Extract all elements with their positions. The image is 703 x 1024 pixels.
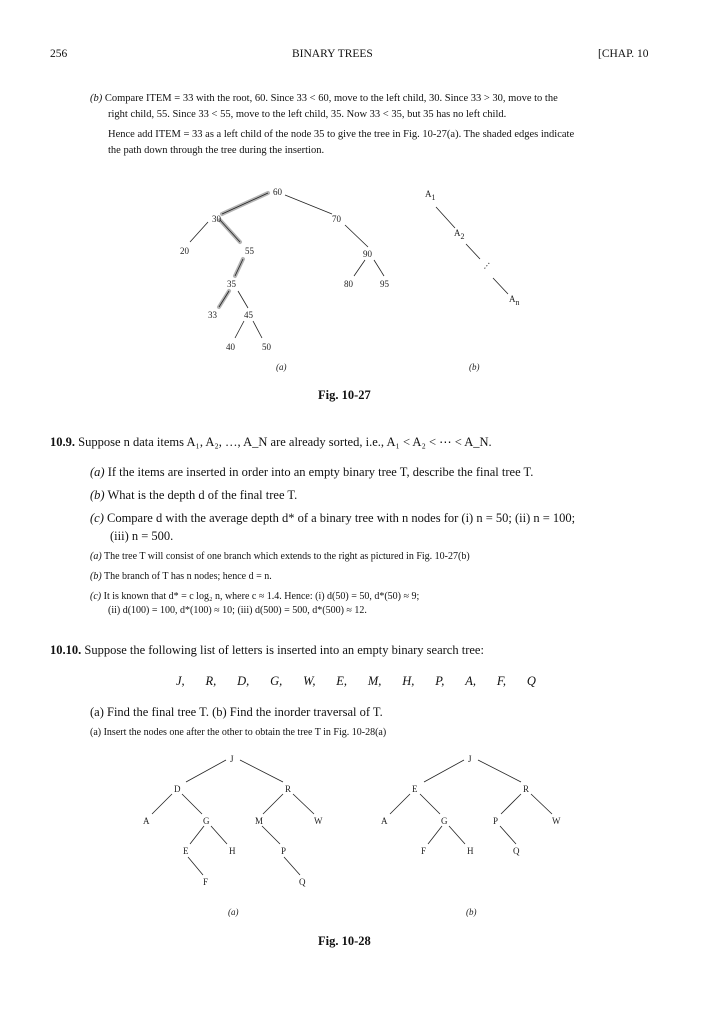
node-H: H (229, 846, 236, 856)
letter: D, (237, 674, 250, 688)
edge-E-F (188, 857, 203, 875)
node-a2: A2 (454, 228, 465, 241)
question-c: (c) Compare d with the average depth d* of a binary tree with n nodes for (i) n = 50; (ii) n = 100; (90, 511, 576, 525)
edge-90-95 (374, 260, 384, 276)
fig-10-27-caption: Fig. 10-27 (318, 388, 371, 402)
node-40: 40 (226, 342, 235, 352)
edge-90-80 (354, 260, 365, 276)
node-an: An (509, 294, 520, 307)
node-70: 70 (332, 214, 341, 224)
node-45: 45 (244, 310, 253, 320)
solution-c: (c) It is known that d* = c log₂ n, where c ≈ 1.4. Hence: (i) d(50) = 50, d*(50) ≈ 9; (90, 591, 420, 602)
edge-D-G (182, 794, 202, 814)
node-J: J (230, 754, 234, 764)
node-b-H: H (467, 846, 474, 856)
edge-b-P-Q (500, 826, 516, 844)
fig27-sub-b: (b) (469, 362, 480, 372)
edge-b-G-H (449, 826, 465, 844)
figure-10-27 (0, 180, 703, 375)
edge-R-W (293, 794, 314, 814)
edge-J-R (240, 760, 283, 782)
fig27-sub-a: (a) (276, 362, 287, 372)
node-b-A: A (381, 816, 388, 826)
chapter-label: [CHAP. 10 (598, 48, 649, 60)
node-b-E: E (412, 784, 418, 794)
edge-b-R-W (531, 794, 552, 814)
edge-b-J-E (424, 760, 464, 782)
edge-45-50 (253, 321, 262, 338)
solution-b-line2: right child, 55. Since 33 < 55, move to the left child, 35. Now 33 < 35, but 35 has no left child. (108, 109, 507, 120)
edge-70-90 (345, 225, 368, 247)
solution-b-line1: (b) Compare ITEM = 33 with the root, 60. Since 33 < 60, move to the left child, 30. Since 33 > 30, move to the (90, 93, 558, 104)
solution-c-cont: (ii) d(100) = 100, d*(100) ≈ 10; (iii) d(500) = 500, d*(500) ≈ 12. (108, 605, 367, 616)
node-b-P: P (493, 816, 499, 826)
node-b-G: G (441, 816, 448, 826)
node-80: 80 (344, 279, 353, 289)
question-b: (b) What is the depth d of the final tree T. (90, 488, 298, 502)
node-33: 33 (208, 310, 217, 320)
problem-10-10-answer: (a) Insert the nodes one after the other to obtain the tree T in Fig. 10-28(a) (90, 727, 387, 738)
node-90: 90 (363, 249, 372, 259)
edge-M-P (262, 826, 280, 844)
problem-10-10-question: (a) Find the final tree T. (b) Find the inorder traversal of T. (90, 705, 383, 719)
node-b-J: J (468, 754, 472, 764)
node-Q: Q (299, 877, 306, 887)
letter: G, (270, 674, 283, 688)
problem-10-9-questions (90, 463, 680, 545)
edge-55-35 (235, 259, 243, 276)
fig28-sub-b: (b) (466, 907, 477, 917)
fig-10-28-caption: Fig. 10-28 (318, 934, 371, 948)
letter: J, (176, 674, 185, 688)
edge-35-45 (238, 291, 248, 308)
edge-b-G-F (428, 826, 442, 844)
node-a1: A1 (425, 189, 436, 202)
letter: W, (303, 674, 316, 688)
edge-35-33 (219, 291, 229, 307)
edge-30-20 (190, 222, 208, 242)
node-20: 20 (180, 246, 189, 256)
node-95: 95 (380, 279, 389, 289)
letter: R, (205, 674, 217, 688)
node-b-F: F (421, 846, 427, 856)
edge-R-M (263, 794, 283, 814)
node-50: 50 (262, 342, 271, 352)
node-b-W: W (552, 816, 561, 826)
node-G: G (203, 816, 210, 826)
edge-b-R-P (501, 794, 521, 814)
node-b-Q: Q (513, 846, 520, 856)
question-a: (a) If the items are inserted in order into an empty binary tree T, describe the final tree T. (90, 465, 534, 479)
edge-b-E-G (420, 794, 440, 814)
node-60: 60 (273, 187, 282, 197)
edge-a1-a2 (436, 207, 455, 228)
edge-60-70 (285, 195, 332, 214)
letter: F, (496, 674, 506, 688)
node-30: 30 (212, 214, 221, 224)
edge-G-E (190, 826, 204, 844)
letter: A, (465, 674, 476, 688)
fig28-sub-a: (a) (228, 907, 239, 917)
letter: M, (367, 674, 382, 688)
figure-10-28 (0, 752, 703, 922)
edge-J-D (186, 760, 226, 782)
edge-b-E-A (390, 794, 410, 814)
solution-b-10-9: (b) The branch of T has n nodes; hence d = n. (90, 571, 272, 582)
chain-dots: ⋮ (480, 258, 494, 273)
question-c-cont: (iii) n = 500. (110, 529, 174, 543)
solution-b-line4: the path down through the tree during the insertion. (108, 145, 325, 156)
running-title: BINARY TREES (292, 48, 373, 60)
node-55: 55 (245, 246, 254, 256)
edge-D-A (152, 794, 172, 814)
problem-10-9-solutions (90, 550, 680, 618)
edge-30-55 (220, 220, 240, 242)
problem-10-10-statement: 10.10. Suppose the following list of letters is inserted into an empty binary search tree: (50, 643, 484, 657)
edge-a2-dots (466, 244, 480, 259)
letter: E, (336, 674, 348, 688)
letter: H, (402, 674, 415, 688)
node-M: M (255, 816, 264, 826)
solution-b-line3: Hence add ITEM = 33 as a left child of the node 35 to give the tree in Fig. 10-27(a). The shaded edges indicate (108, 129, 575, 140)
node-b-R: R (523, 784, 530, 794)
node-P: P (281, 846, 287, 856)
problem-10-9-statement: 10.9. Suppose n data items A₁, A₂, …, A_N are already sorted, i.e., A₁ < A₂ < ⋯ < A_N. (50, 435, 492, 449)
solution-b (90, 91, 670, 159)
node-35: 35 (227, 279, 236, 289)
solution-a: (a) The tree T will consist of one branch which extends to the right as pictured in Fig. 10-27(b) (90, 551, 470, 562)
edge-45-40 (235, 321, 244, 338)
page-number: 256 (50, 48, 68, 60)
node-D: D (174, 784, 181, 794)
letter: Q (526, 674, 536, 688)
letter: P, (435, 674, 445, 688)
node-W: W (314, 816, 323, 826)
edge-G-H (211, 826, 227, 844)
letter-sequence (176, 672, 536, 690)
node-A: A (143, 816, 150, 826)
edge-60-30 (222, 193, 268, 214)
edge-P-Q (284, 857, 300, 875)
node-R: R (285, 784, 292, 794)
node-E: E (183, 846, 189, 856)
node-F: F (203, 877, 209, 887)
edge-b-J-R (478, 760, 521, 782)
edge-dots-an (493, 278, 508, 294)
